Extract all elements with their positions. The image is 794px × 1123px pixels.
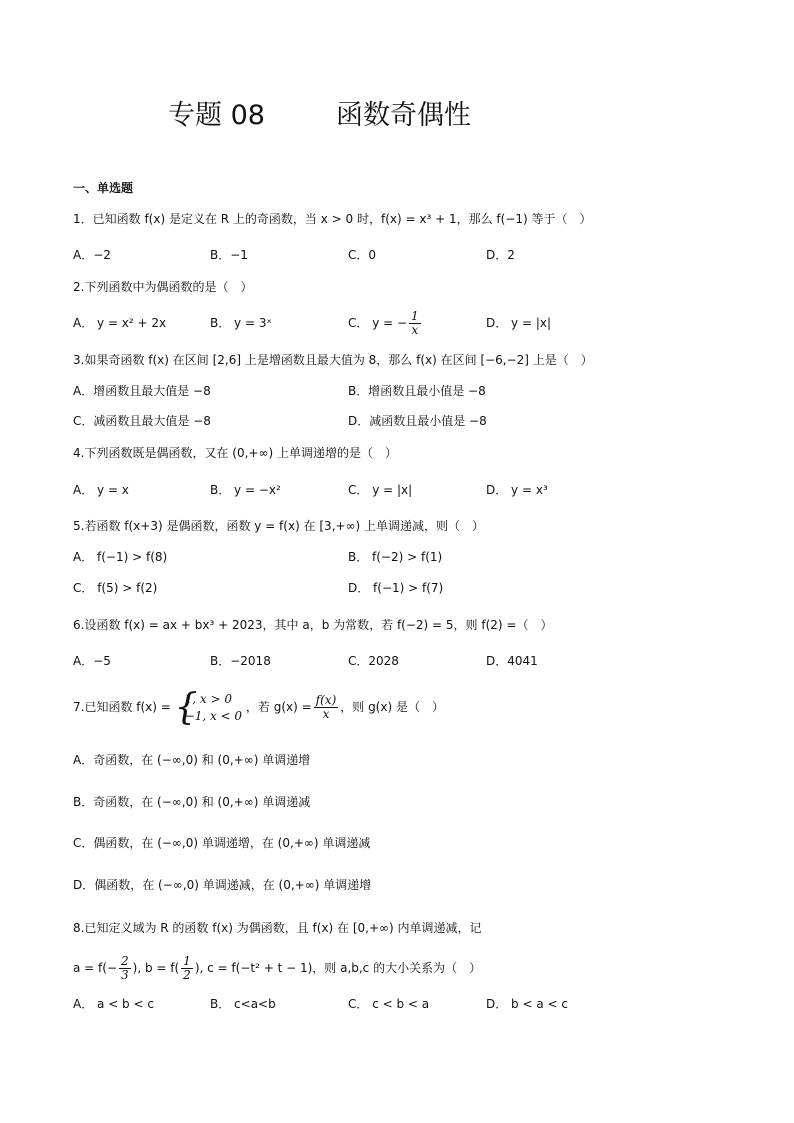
question-4-option-a: A． y = x (73, 483, 129, 497)
fraction-numerator: 2 (121, 954, 129, 968)
question-8-line2-a: a = f(− (73, 961, 117, 975)
piecewise-case-1: 1, x > 0 (184, 691, 233, 706)
question-8-stem: 8.已知定义域为 R 的函数 f(x) 为偶函数，且 f(x) 在 [0,+∞) 内单调递减，记 (73, 921, 482, 935)
question-6-stem: 6.设函数 f(x) = ax + bx³ + 2023，其中 a，b 为常数，若 f(−2) = 5，则 f(2) =（ ） (73, 618, 553, 632)
question-4-option-d: D． y = x³ (486, 483, 548, 497)
question-8-option-b: B． c<a<b (210, 997, 276, 1011)
question-4-option-b: B． y = −x² (210, 483, 281, 497)
question-6-option-a: A．−5 (73, 654, 111, 668)
question-4-stem: 4.下列函数既是偶函数，又在 (0,+∞) 上单调递增的是（ ） (73, 446, 397, 460)
question-1-option-c: C．0 (348, 248, 377, 262)
question-8-line2-c: ), c = f(−t² + t − 1)，则 a,b,c 的大小关系为（ ） (194, 961, 482, 975)
question-8-option-d: D． b < a < c (486, 997, 568, 1011)
page-title-number: 专题 08 (168, 100, 265, 131)
question-6-option-c: C．2028 (348, 654, 399, 668)
question-7-option-d: D．偶函数，在 (−∞,0) 单调递减，在 (0,+∞) 单调递增 (73, 878, 372, 892)
question-1-option-d: D．2 (486, 248, 515, 262)
section-heading: 一、单选题 (73, 181, 134, 195)
question-2-stem: 2.下列函数中为偶函数的是（ ） (73, 280, 253, 294)
fraction-numerator: 1 (183, 954, 191, 968)
fraction (314, 694, 339, 721)
question-2-option-c-label: C． y = − (348, 316, 408, 330)
question-8-option-c: C． c < b < a (348, 997, 430, 1011)
question-2-option-a: A． y = x² + 2x (73, 316, 167, 330)
question-8-line2-b: ), b = f( (132, 961, 180, 975)
question-7-option-a: A．奇函数，在 (−∞,0) 和 (0,+∞) 单调递增 (73, 753, 311, 767)
fraction-denominator: x (322, 707, 330, 721)
question-3-option-c: C．减函数且最大值是 −8 (73, 414, 211, 428)
question-3-option-b: B．增函数且最小值是 −8 (348, 384, 486, 398)
piecewise-definition (174, 686, 243, 728)
question-7-stem-post: ，则 g(x) 是（ ） (340, 700, 444, 714)
question-1-option-a: A．−2 (73, 248, 111, 262)
question-1-option-b: B．−1 (210, 248, 248, 262)
question-2-option-d: D． y = |x| (486, 316, 552, 330)
question-8-option-a: A． a < b < c (73, 997, 154, 1011)
question-7-option-c: C．偶函数，在 (−∞,0) 单调递增，在 (0,+∞) 单调递减 (73, 836, 371, 850)
fraction-denominator: x (411, 323, 419, 337)
question-7-option-b: B．奇函数，在 (−∞,0) 和 (0,+∞) 单调递减 (73, 795, 311, 809)
question-7-stem (73, 688, 444, 726)
brace-symbol: { (174, 686, 198, 728)
question-4-option-c: C． y = |x| (348, 483, 413, 497)
question-2-option-b: B． y = 3ˣ (210, 316, 272, 330)
fraction (181, 955, 193, 982)
question-3-option-a: A．增函数且最大值是 −8 (73, 384, 211, 398)
question-3-stem: 3.如果奇函数 f(x) 在区间 [2,6] 上是增函数且最大值为 8，那么 f(x) 在区间 [−6,−2] 上是（ ） (73, 353, 593, 367)
fraction-denominator: 2 (183, 968, 191, 982)
question-5-option-d: D． f(−1) > f(7) (348, 581, 444, 595)
fraction-denominator: 3 (121, 968, 129, 982)
question-7-stem-pre: 7.已知函数 f(x) = (73, 700, 171, 714)
fraction-numerator: f(x) (315, 693, 337, 707)
fraction (409, 310, 421, 337)
fraction (119, 955, 131, 982)
question-6-option-d: D．4041 (486, 654, 538, 668)
question-1-stem: 1．已知函数 f(x) 是定义在 R 上的奇函数，当 x > 0 时，f(x) = x³ + 1，那么 f(−1) 等于（ ） (73, 212, 592, 226)
question-8-stem-line2 (73, 953, 481, 983)
question-5-option-b: B． f(−2) > f(1) (348, 550, 443, 564)
page-title-topic: 函数奇偶性 (336, 100, 471, 131)
question-2-option-c (348, 306, 423, 340)
piecewise-case-2: −1, x < 0 (184, 708, 243, 723)
question-3-option-d: D．减函数且最小值是 −8 (348, 414, 487, 428)
fraction-numerator: 1 (411, 309, 419, 323)
question-5-stem: 5.若函数 f(x+3) 是偶函数，函数 y = f(x) 在 [3,+∞) 上单调递减，则（ ） (73, 519, 485, 533)
question-5-option-a: A． f(−1) > f(8) (73, 550, 168, 564)
question-7-stem-mid: ，若 g(x) = (245, 700, 312, 714)
question-6-option-b: B．−2018 (210, 654, 271, 668)
question-5-option-c: C． f(5) > f(2) (73, 581, 158, 595)
